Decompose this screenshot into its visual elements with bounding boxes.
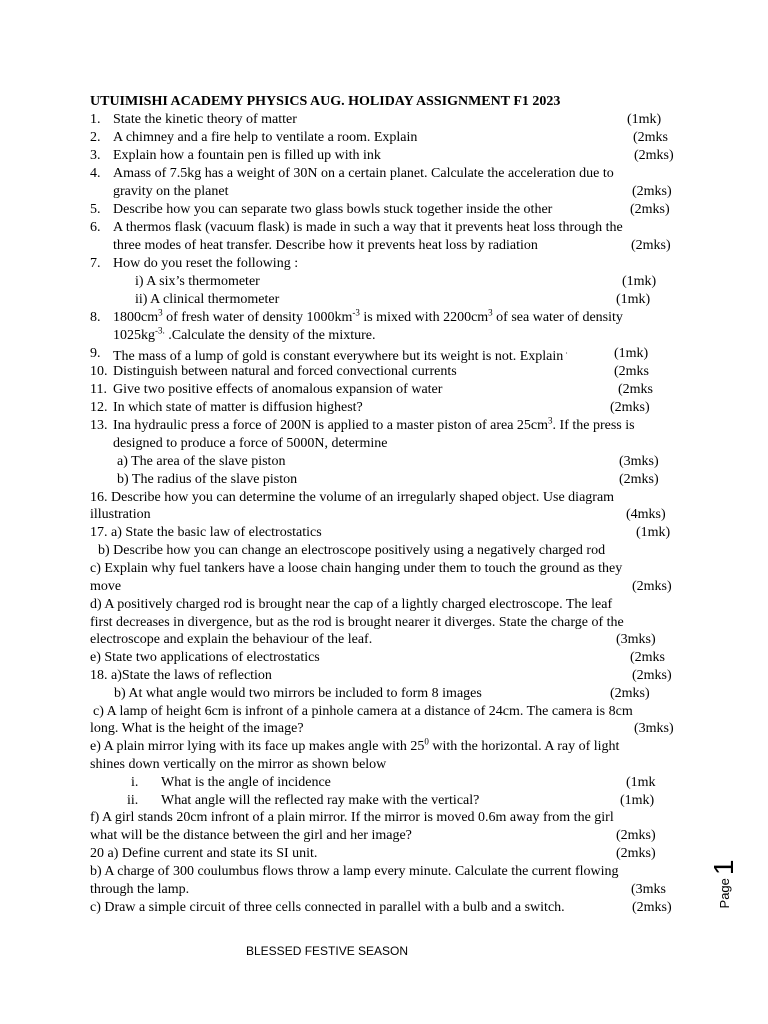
q17-part-c-line1: c) Explain why fuel tankers have a loose chain hanging under them to touch the ground as they xyxy=(90,561,623,576)
q8-text-line2: $1025kg^{-3.}$ .Calculate the density of the mixture. xyxy=(113,325,376,343)
q18-part-e-line2: shines down vertically on the mirror as shown below xyxy=(90,757,387,772)
q20-part-a-marks: (2mks) xyxy=(616,846,656,861)
q4-number: 4. xyxy=(90,166,101,181)
q17-part-c-line2: move xyxy=(90,579,122,594)
q18-part-e-i: What is the angle of incidence xyxy=(161,775,331,790)
q18-part-c-line1: c) A lamp of height 6cm is infront of a pinhole camera at a distance of 24cm. The camera is 8cm xyxy=(93,704,633,719)
q16-text-line1: 16. Describe how you can determine the volume of an irregularly shaped object. Use diagram xyxy=(90,490,615,505)
q18-part-f-line2: what will be the distance between the girl and her image? xyxy=(90,828,412,843)
q20-part-b-line1: b) A charge of 300 coulumbus flows throw a lamp every minute. Calculate the current flowing xyxy=(90,864,619,879)
q18-part-c-marks: (3mks) xyxy=(634,721,674,736)
page-word: Page xyxy=(717,878,732,909)
q6-text-line1: A thermos flask (vacuum flask) is made in such a way that it prevents heat loss through the xyxy=(113,220,623,235)
q13-part-b-marks: (2mks) xyxy=(619,472,659,487)
q12-number: 12. xyxy=(90,400,108,415)
page-number-label xyxy=(702,848,746,920)
q5-text: Describe how you can separate two glass bowls stuck together inside the other xyxy=(113,202,553,217)
q9-text: The mass of a lump of gold is constant everywhere but its weight is not. Explain · xyxy=(113,349,568,364)
q11-number: 11. xyxy=(90,382,107,397)
q4-marks: (2mks) xyxy=(632,184,672,199)
q1-text: State the kinetic theory of matter xyxy=(113,112,297,127)
q4-text-line2: gravity on the planet xyxy=(113,184,229,199)
q2-text: A chimney and a fire help to ventilate a room. Explain xyxy=(113,130,418,145)
q17-part-a-marks: (1mk) xyxy=(636,525,671,540)
q13-text-line1: Ina hydraulic press a force of 200N is applied to a master piston of area $25cm^3$. If the press is xyxy=(113,415,635,433)
q3-text: Explain how a fountain pen is filled up with ink xyxy=(113,148,381,163)
q1-number: 1. xyxy=(90,112,101,127)
q18-part-a: 18. a)State the laws of reflection xyxy=(90,668,272,683)
q17-part-b: b) Describe how you can change an electroscope positively using a negatively charged rod xyxy=(98,543,606,558)
q10-text: Distinguish between natural and forced convectional currents xyxy=(113,364,457,379)
q13-part-b: b) The radius of the slave piston xyxy=(117,472,298,487)
q3-number: 3. xyxy=(90,148,101,163)
q20-part-c-marks: (2mks) xyxy=(632,900,672,915)
q12-marks: (2mks) xyxy=(610,400,650,415)
q18-part-e-i-number: i. xyxy=(131,775,139,790)
q2-number: 2. xyxy=(90,130,101,145)
q6-marks: (2mks) xyxy=(631,238,671,253)
q2-marks: (2mks xyxy=(633,130,668,145)
q13-part-a: a) The area of the slave piston xyxy=(117,454,286,469)
assignment-title: UTUIMISHI ACADEMY PHYSICS AUG. HOLIDAY ASSIGNMENT F1 2023 xyxy=(90,94,561,109)
q8-number: 8. xyxy=(90,310,101,325)
q18-part-b-marks: (2mks) xyxy=(610,686,650,701)
q18-part-e-ii-number: ii. xyxy=(127,793,139,808)
q7-text: How do you reset the following : xyxy=(113,256,299,271)
q4-text-line1: Amass of 7.5kg has a weight of 30N on a certain planet. Calculate the acceleration due to xyxy=(113,166,614,181)
q13-part-a-marks: (3mks) xyxy=(619,454,659,469)
q11-marks: (2mks xyxy=(618,382,653,397)
q13-text-line2: designed to produce a force of 5000N, determine xyxy=(113,436,388,451)
q17-part-e-marks: (2mks xyxy=(630,650,665,665)
q18-part-f-marks: (2mks) xyxy=(616,828,656,843)
q18-part-c-line2: long. What is the height of the image? xyxy=(90,721,304,736)
q6-number: 6. xyxy=(90,220,101,235)
q10-number: 10. xyxy=(90,364,108,379)
q5-number: 5. xyxy=(90,202,101,217)
q20-part-c: c) Draw a simple circuit of three cells connected in parallel with a bulb and a switch. xyxy=(90,900,565,915)
q20-part-a: 20 a) Define current and state its SI unit. xyxy=(90,846,318,861)
q3-marks: (2mks) xyxy=(634,148,674,163)
q18-part-f-line1: f) A girl stands 20cm infront of a plain mirror. If the mirror is moved 0.6m away from the girl xyxy=(90,810,614,825)
q11-text: Give two positive effects of anomalous expansion of water xyxy=(113,382,443,397)
q12-text: In which state of matter is diffusion highest? xyxy=(113,400,363,415)
q17-part-d-marks: (3mks) xyxy=(616,632,656,647)
q17-part-d-line2: first decreases in divergence, but as the rod is brought nearer it diverges. State the charge of the xyxy=(90,615,624,630)
q20-part-b-marks: (3mks xyxy=(631,882,666,897)
q18-part-b: b) At what angle would two mirrors be included to form 8 images xyxy=(114,686,482,701)
q20-part-b-line2: through the lamp. xyxy=(90,882,190,897)
q18-part-e-i-marks: (1mk xyxy=(626,775,656,790)
q7-part-i: i) A six’s thermometer xyxy=(135,274,260,289)
q17-part-a: 17. a) State the basic law of electrostatics xyxy=(90,525,322,540)
q7-part-i-marks: (1mk) xyxy=(622,274,657,289)
q6-text-line2: three modes of heat transfer. Describe how it prevents heat loss by radiation xyxy=(113,238,538,253)
q18-part-a-marks: (2mks) xyxy=(632,668,672,683)
q17-part-d-line1: d) A positively charged rod is brought near the cap of a lightly charged electroscope. The leaf xyxy=(90,597,613,612)
q1-marks: (1mk) xyxy=(627,112,662,127)
q9-number: 9. xyxy=(90,346,101,361)
footer-message: BLESSED FESTIVE SEASON xyxy=(246,944,409,958)
q9-marks: (1mk) xyxy=(614,346,649,361)
page-number: 1 xyxy=(708,859,739,876)
q16-marks: (4mks) xyxy=(626,507,666,522)
q8-text-line1: $1800cm^3$ of fresh water of density $1000km^{-3}$ is mixed with $2200cm^3$ of sea water of density xyxy=(113,307,623,325)
q10-marks: (2mks xyxy=(614,364,649,379)
q16-text-line2: illustration xyxy=(90,507,151,522)
q7-number: 7. xyxy=(90,256,101,271)
q17-part-e: e) State two applications of electrostatics xyxy=(90,650,320,665)
q5-marks: (2mks) xyxy=(630,202,670,217)
q13-number: 13. xyxy=(90,418,108,433)
q18-part-e-ii-marks: (1mk) xyxy=(620,793,655,808)
q18-part-e-line1: e) A plain mirror lying with its face up makes angle with $25^0$ with the horizontal. A ray of light xyxy=(90,736,620,754)
q17-part-d-line3: electroscope and explain the behaviour of the leaf. xyxy=(90,632,373,647)
q18-part-e-ii: What angle will the reflected ray make with the vertical? xyxy=(161,793,480,808)
q7-part-ii: ii) A clinical thermometer xyxy=(135,292,280,307)
q7-part-ii-marks: (1mk) xyxy=(616,292,651,307)
q17-part-c-marks: (2mks) xyxy=(632,579,672,594)
